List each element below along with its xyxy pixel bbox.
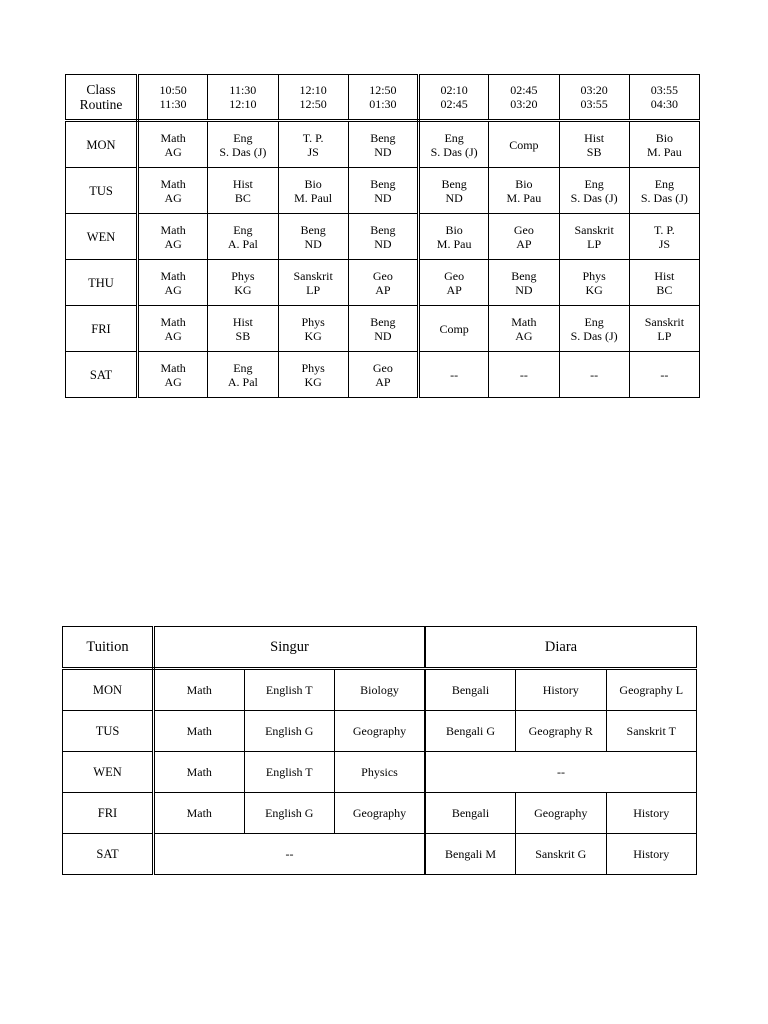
day-label: FRI <box>63 793 154 834</box>
cell-line: AP <box>375 282 391 297</box>
tuition-title: Tuition <box>63 627 154 669</box>
cell-line: T. P. <box>302 130 324 145</box>
routine-cell <box>208 214 278 260</box>
routine-title <box>66 75 138 121</box>
routine-cell <box>419 352 489 398</box>
singur-subject-cell: English T <box>244 752 335 793</box>
routine-cell <box>348 214 418 260</box>
tuition-header-row <box>63 627 697 669</box>
cell-line: 12:10 <box>299 83 327 97</box>
cell-line: Hist <box>232 176 253 191</box>
cell-line: 03:20 <box>510 97 538 111</box>
period-time-header <box>278 75 348 121</box>
cell-line: BC <box>656 282 673 297</box>
routine-cell <box>489 352 559 398</box>
cell-line: LP <box>306 282 321 297</box>
cell-line: -- <box>660 367 669 382</box>
routine-cell <box>278 352 348 398</box>
cell-line: Hist <box>654 268 675 283</box>
cell-line: Eng <box>584 176 604 191</box>
routine-row <box>66 306 700 352</box>
routine-cell <box>278 214 348 260</box>
cell-line: ND <box>374 236 392 251</box>
routine-cell <box>138 214 208 260</box>
cell-line: AG <box>515 328 533 343</box>
cell-line: SB <box>235 328 251 343</box>
day-label: WEN <box>66 214 138 260</box>
routine-cell <box>489 168 559 214</box>
cell-line: 02:45 <box>440 97 468 111</box>
routine-cell <box>278 260 348 306</box>
diara-subject-cell: History <box>516 669 607 711</box>
diara-subject-cell: Geography <box>516 793 607 834</box>
singur-subject-cell: Geography <box>335 711 426 752</box>
diara-subject-cell: Geography R <box>516 711 607 752</box>
cell-line: ND <box>304 236 322 251</box>
cell-line: Eng <box>233 222 253 237</box>
cell-line: Beng <box>370 314 396 329</box>
cell-line: 03:20 <box>580 83 608 97</box>
cell-line: AP <box>375 374 391 389</box>
cell-line: Bio <box>655 130 674 145</box>
singur-merged-cell: -- <box>154 834 426 875</box>
routine-cell <box>208 168 278 214</box>
cell-line: M. Pau <box>647 144 682 159</box>
diara-subject-cell: Sanskrit T <box>606 711 697 752</box>
period-time-header <box>629 75 699 121</box>
cell-line: AG <box>164 328 182 343</box>
period-time-header <box>348 75 418 121</box>
cell-line: 12:50 <box>369 83 397 97</box>
cell-line: 03:55 <box>580 97 608 111</box>
routine-cell <box>559 168 629 214</box>
cell-line: Sanskrit <box>293 268 333 283</box>
day-label: MON <box>63 669 154 711</box>
routine-cell <box>559 352 629 398</box>
routine-cell <box>208 306 278 352</box>
cell-line: Math <box>160 130 186 145</box>
routine-cell <box>419 260 489 306</box>
routine-row <box>66 168 700 214</box>
singur-subject-cell: Math <box>154 669 245 711</box>
routine-cell <box>208 352 278 398</box>
cell-line: 12:50 <box>299 97 327 111</box>
cell-line: Class <box>86 82 116 97</box>
cell-line: 01:30 <box>369 97 397 111</box>
routine-cell <box>278 306 348 352</box>
cell-line: Phys <box>301 314 325 329</box>
routine-cell <box>559 214 629 260</box>
routine-cell <box>489 260 559 306</box>
period-time-header <box>489 75 559 121</box>
cell-line: Phys <box>231 268 255 283</box>
routine-row <box>66 214 700 260</box>
cell-line: ND <box>374 144 392 159</box>
cell-line: JS <box>307 144 319 159</box>
period-time-header <box>138 75 208 121</box>
routine-cell <box>629 168 699 214</box>
cell-line: -- <box>519 367 528 382</box>
diara-subject-cell: Sanskrit G <box>516 834 607 875</box>
diara-subject-cell: Bengali <box>425 669 516 711</box>
cell-line: 03:55 <box>650 83 679 97</box>
cell-line: Bio <box>445 222 463 237</box>
cell-line: Geo <box>513 222 534 237</box>
routine-cell <box>419 306 489 352</box>
cell-line: AG <box>164 190 182 205</box>
routine-cell <box>419 121 489 168</box>
routine-cell <box>629 352 699 398</box>
period-time-header <box>419 75 489 121</box>
cell-line: S. Das (J) <box>570 190 618 205</box>
cell-line: M. Pau <box>506 190 542 205</box>
cell-line: Bio <box>304 176 322 191</box>
cell-line: AG <box>164 282 182 297</box>
cell-line: ND <box>515 282 533 297</box>
singur-subject-cell: Geography <box>335 793 426 834</box>
routine-cell <box>348 168 418 214</box>
cell-line: Math <box>160 176 186 191</box>
cell-line: Eng <box>233 130 253 145</box>
cell-line: Phys <box>582 268 606 283</box>
day-label: THU <box>66 260 138 306</box>
cell-line: -- <box>450 367 459 382</box>
cell-line: AP <box>446 282 462 297</box>
cell-line: S. Das (J) <box>430 144 478 159</box>
cell-line: Comp <box>509 137 539 152</box>
day-label: WEN <box>63 752 154 793</box>
routine-cell <box>208 260 278 306</box>
day-label: TUS <box>66 168 138 214</box>
cell-line: ND <box>374 328 392 343</box>
period-time-header <box>208 75 278 121</box>
group-header-diara: Diara <box>425 627 697 669</box>
class-routine-table <box>65 74 700 398</box>
cell-line: 11:30 <box>159 97 187 111</box>
routine-cell <box>559 121 629 168</box>
singur-subject-cell: English T <box>244 669 335 711</box>
cell-line: Math <box>160 222 186 237</box>
routine-cell <box>629 260 699 306</box>
cell-line: S. Das (J) <box>219 144 267 159</box>
cell-line: ND <box>445 190 463 205</box>
cell-line: KG <box>234 282 252 297</box>
cell-line: M. Paul <box>294 190 333 205</box>
cell-line: Math <box>511 314 537 329</box>
day-label: FRI <box>66 306 138 352</box>
cell-line: Beng <box>511 268 537 283</box>
diara-subject-cell: Bengali <box>425 793 516 834</box>
day-label: TUS <box>63 711 154 752</box>
day-label: SAT <box>63 834 154 875</box>
routine-cell <box>489 306 559 352</box>
singur-subject-cell: Math <box>154 752 245 793</box>
routine-row <box>66 121 700 168</box>
cell-line: Eng <box>233 360 253 375</box>
diara-subject-cell: Geography L <box>606 669 697 711</box>
cell-line: AG <box>164 144 182 159</box>
routine-cell <box>489 121 559 168</box>
routine-row <box>66 352 700 398</box>
routine-cell <box>489 214 559 260</box>
cell-line: A. Pal <box>227 236 258 251</box>
tuition-row <box>63 669 697 711</box>
cell-line: AG <box>164 374 182 389</box>
tuition-body <box>63 627 697 875</box>
routine-cell <box>138 168 208 214</box>
cell-line: LP <box>657 328 672 343</box>
routine-cell <box>629 121 699 168</box>
cell-line: JS <box>658 236 671 251</box>
singur-subject-cell: Math <box>154 711 245 752</box>
cell-line: Beng <box>370 222 396 237</box>
cell-line: Phys <box>301 360 325 375</box>
routine-cell <box>629 306 699 352</box>
cell-line: Hist <box>232 314 253 329</box>
cell-line: 02:10 <box>440 83 468 97</box>
routine-cell <box>138 121 208 168</box>
cell-line: Geo <box>444 268 465 283</box>
day-label: SAT <box>66 352 138 398</box>
cell-line: BC <box>234 190 251 205</box>
singur-subject-cell: Physics <box>335 752 426 793</box>
cell-line: M. Pau <box>436 236 472 251</box>
cell-line: AP <box>516 236 532 251</box>
cell-line: 12:10 <box>229 97 257 111</box>
cell-line: 10:50 <box>159 83 187 97</box>
routine-body <box>66 75 700 398</box>
tuition-row <box>63 834 697 875</box>
routine-cell <box>419 214 489 260</box>
cell-line: 02:45 <box>510 83 538 97</box>
cell-line: Math <box>160 360 186 375</box>
cell-line: -- <box>590 367 599 382</box>
cell-line: Geo <box>372 360 393 375</box>
group-header-singur: Singur <box>154 627 426 669</box>
tuition-row <box>63 793 697 834</box>
routine-cell <box>348 306 418 352</box>
routine-cell <box>629 214 699 260</box>
routine-cell <box>208 121 278 168</box>
cell-line: KG <box>304 374 322 389</box>
cell-line: 11:30 <box>229 83 257 97</box>
cell-line: 04:30 <box>650 97 679 111</box>
cell-line: Sanskrit <box>644 314 685 329</box>
singur-subject-cell: English G <box>244 711 335 752</box>
day-label: MON <box>66 121 138 168</box>
cell-line: Routine <box>79 97 123 112</box>
cell-line: Beng <box>370 176 396 191</box>
routine-cell <box>138 306 208 352</box>
tuition-row <box>63 711 697 752</box>
routine-cell <box>559 306 629 352</box>
cell-line: Math <box>160 314 186 329</box>
cell-line: Beng <box>300 222 326 237</box>
tuition-table <box>62 626 697 875</box>
cell-line: Beng <box>370 130 396 145</box>
diara-subject-cell: History <box>606 793 697 834</box>
routine-cell <box>348 260 418 306</box>
singur-subject-cell: English G <box>244 793 335 834</box>
cell-line: Geo <box>372 268 393 283</box>
cell-line: T. P. <box>653 222 675 237</box>
cell-line: KG <box>304 328 322 343</box>
cell-line: Math <box>160 268 186 283</box>
routine-cell <box>559 260 629 306</box>
cell-line: AG <box>164 236 182 251</box>
diara-subject-cell: Bengali G <box>425 711 516 752</box>
cell-line: S. Das (J) <box>640 190 688 205</box>
routine-cell <box>348 352 418 398</box>
cell-line: Bio <box>515 176 533 191</box>
cell-line: Hist <box>584 130 605 145</box>
singur-subject-cell: Biology <box>335 669 426 711</box>
routine-header-row <box>66 75 700 121</box>
singur-subject-cell: Math <box>154 793 245 834</box>
routine-cell <box>419 168 489 214</box>
cell-line: A. Pal <box>227 374 258 389</box>
cell-line: Comp <box>439 321 469 336</box>
diara-merged-cell: -- <box>425 752 697 793</box>
cell-line: Eng <box>584 314 604 329</box>
cell-line: Eng <box>444 130 464 145</box>
routine-cell <box>348 121 418 168</box>
period-time-header <box>559 75 629 121</box>
cell-line: KG <box>585 282 603 297</box>
routine-row <box>66 260 700 306</box>
cell-line: Sanskrit <box>574 222 614 237</box>
routine-cell <box>138 260 208 306</box>
routine-cell <box>278 168 348 214</box>
routine-cell <box>278 121 348 168</box>
cell-line: SB <box>586 144 602 159</box>
tuition-row <box>63 752 697 793</box>
diara-subject-cell: Bengali M <box>425 834 516 875</box>
cell-line: Beng <box>441 176 467 191</box>
cell-line: LP <box>587 236 602 251</box>
cell-line: S. Das (J) <box>570 328 618 343</box>
cell-line: ND <box>374 190 392 205</box>
diara-subject-cell: History <box>606 834 697 875</box>
routine-cell <box>138 352 208 398</box>
cell-line: Eng <box>654 176 675 191</box>
